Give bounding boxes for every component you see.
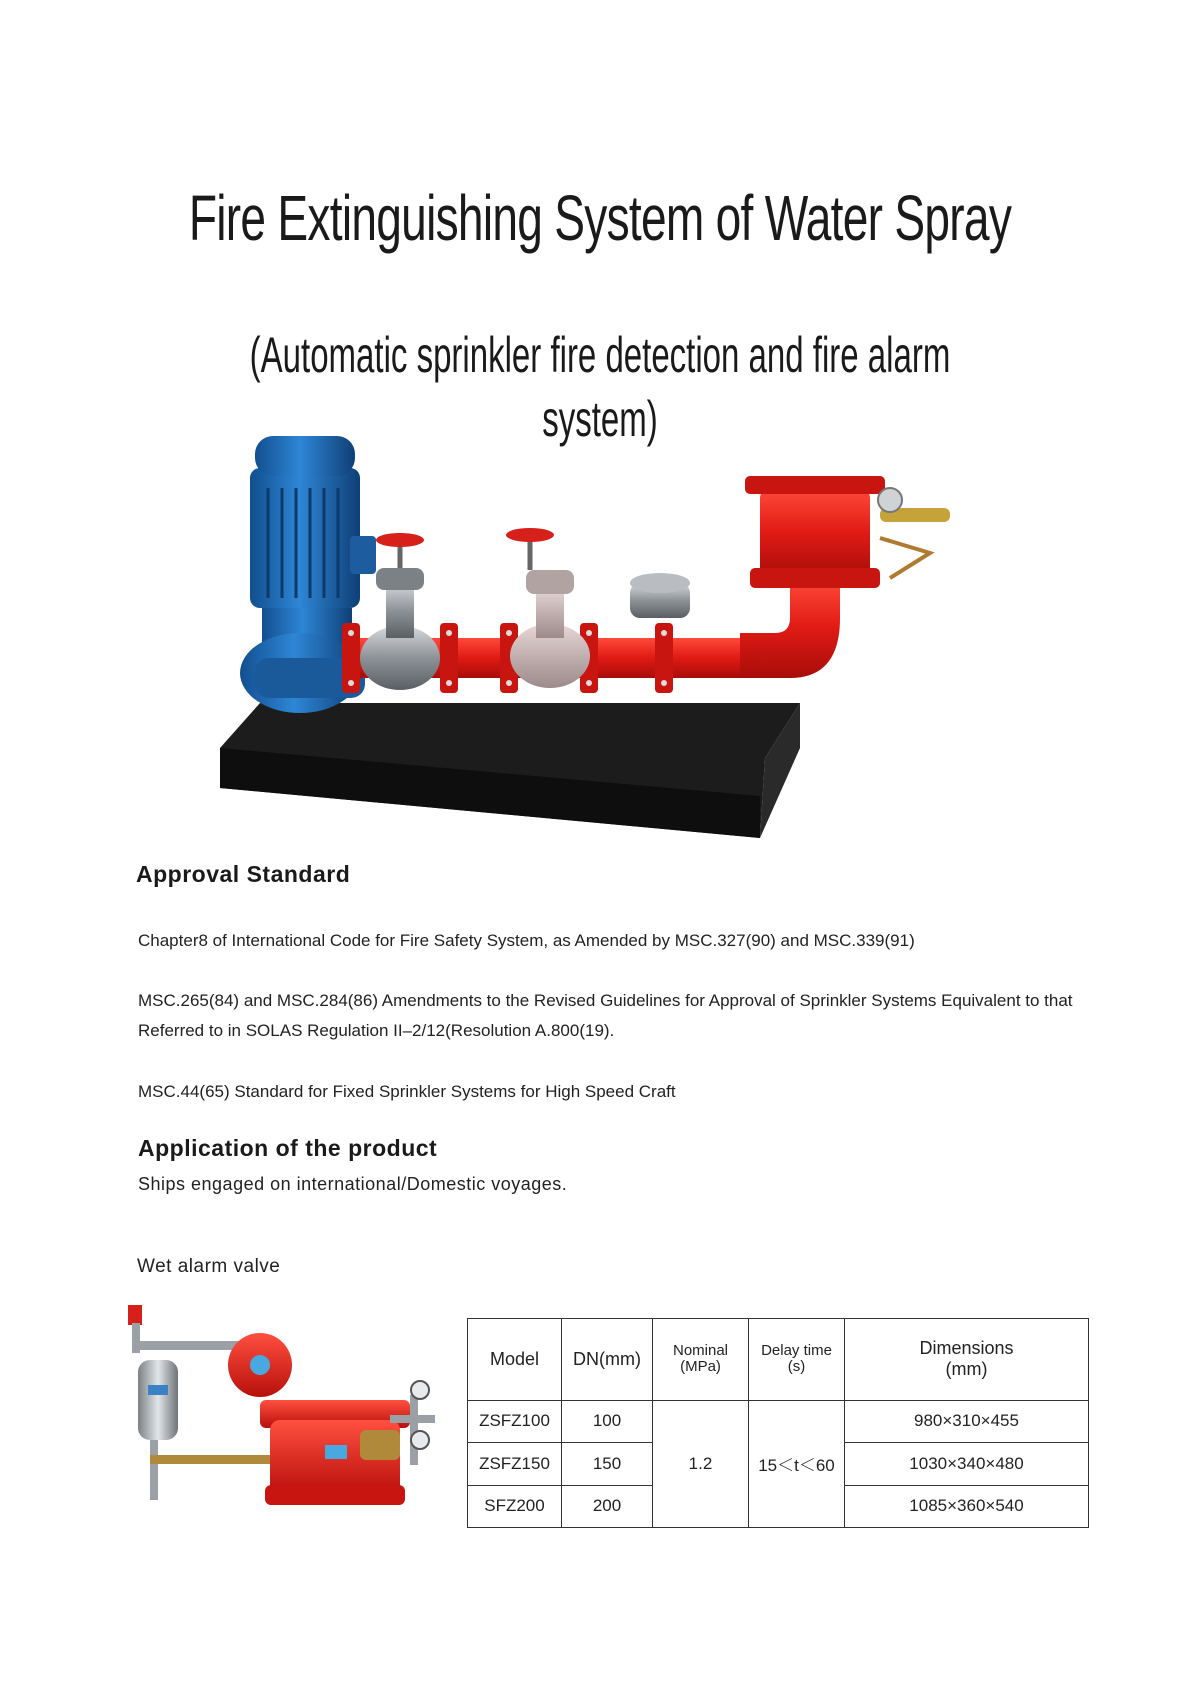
col-nominal-line2: (MPa) xyxy=(680,1358,721,1376)
cell-dimensions: 1085×360×540 xyxy=(845,1485,1089,1527)
approval-item-3: MSC.44(65) Standard for Fixed Sprinkler Systems for High Speed Craft xyxy=(138,1082,676,1101)
cell-dn: 100 xyxy=(562,1400,653,1442)
wet-alarm-label: Wet alarm valve xyxy=(137,1256,281,1277)
approval-heading: Approval Standard xyxy=(136,861,351,887)
col-dn: DN(mm) xyxy=(562,1319,653,1401)
application-heading: Application of the product xyxy=(138,1135,438,1161)
application-text: Ships engaged on international/Domestic voyages. xyxy=(138,1174,568,1194)
page-title: Fire Extinguishing System of Water Spray xyxy=(188,182,1012,254)
col-dimensions-line2: (mm) xyxy=(945,1359,988,1380)
col-nominal-line1: Nominal xyxy=(672,1342,729,1360)
table-row xyxy=(468,1400,1089,1442)
col-model: Model xyxy=(468,1319,562,1401)
col-nominal xyxy=(653,1319,749,1401)
cell-dn: 200 xyxy=(562,1485,653,1527)
col-delay xyxy=(749,1319,845,1401)
wet-alarm-spec-table xyxy=(467,1318,1089,1528)
approval-item-2: MSC.265(84) and MSC.284(86) Amendments to the Revised Guidelines for Approval of Sprinkler Systems Equivalent to that Referred to in SOLAS Regulation II–2/12(Resolution A.800(19). xyxy=(138,991,1073,1040)
approval-item-1: Chapter8 of International Code for Fire Safety System, as Amended by MSC.327(90) and MSC.339(91) xyxy=(138,931,915,950)
wet-alarm-valve-image xyxy=(120,1305,450,1515)
cell-model: SFZ200 xyxy=(468,1485,562,1527)
cell-dn: 150 xyxy=(562,1443,653,1485)
pump-assembly-image xyxy=(200,418,980,838)
col-delay-line2: (s) xyxy=(787,1358,806,1376)
cell-model: ZSFZ100 xyxy=(468,1400,562,1442)
col-delay-line1: Delay time xyxy=(761,1342,832,1360)
cell-delay: 15＜t＜60 xyxy=(749,1400,845,1527)
page-subtitle: (Automatic sprinkler fire detection and fire alarm system) xyxy=(249,327,951,447)
cell-model: ZSFZ150 xyxy=(468,1443,562,1485)
col-dimensions xyxy=(845,1319,1089,1401)
cell-dimensions: 1030×340×480 xyxy=(845,1443,1089,1485)
table-header-row xyxy=(468,1319,1089,1401)
col-dimensions-line1: Dimensions xyxy=(919,1338,1014,1359)
cell-nominal: 1.2 xyxy=(653,1400,749,1527)
cell-dimensions: 980×310×455 xyxy=(845,1400,1089,1442)
